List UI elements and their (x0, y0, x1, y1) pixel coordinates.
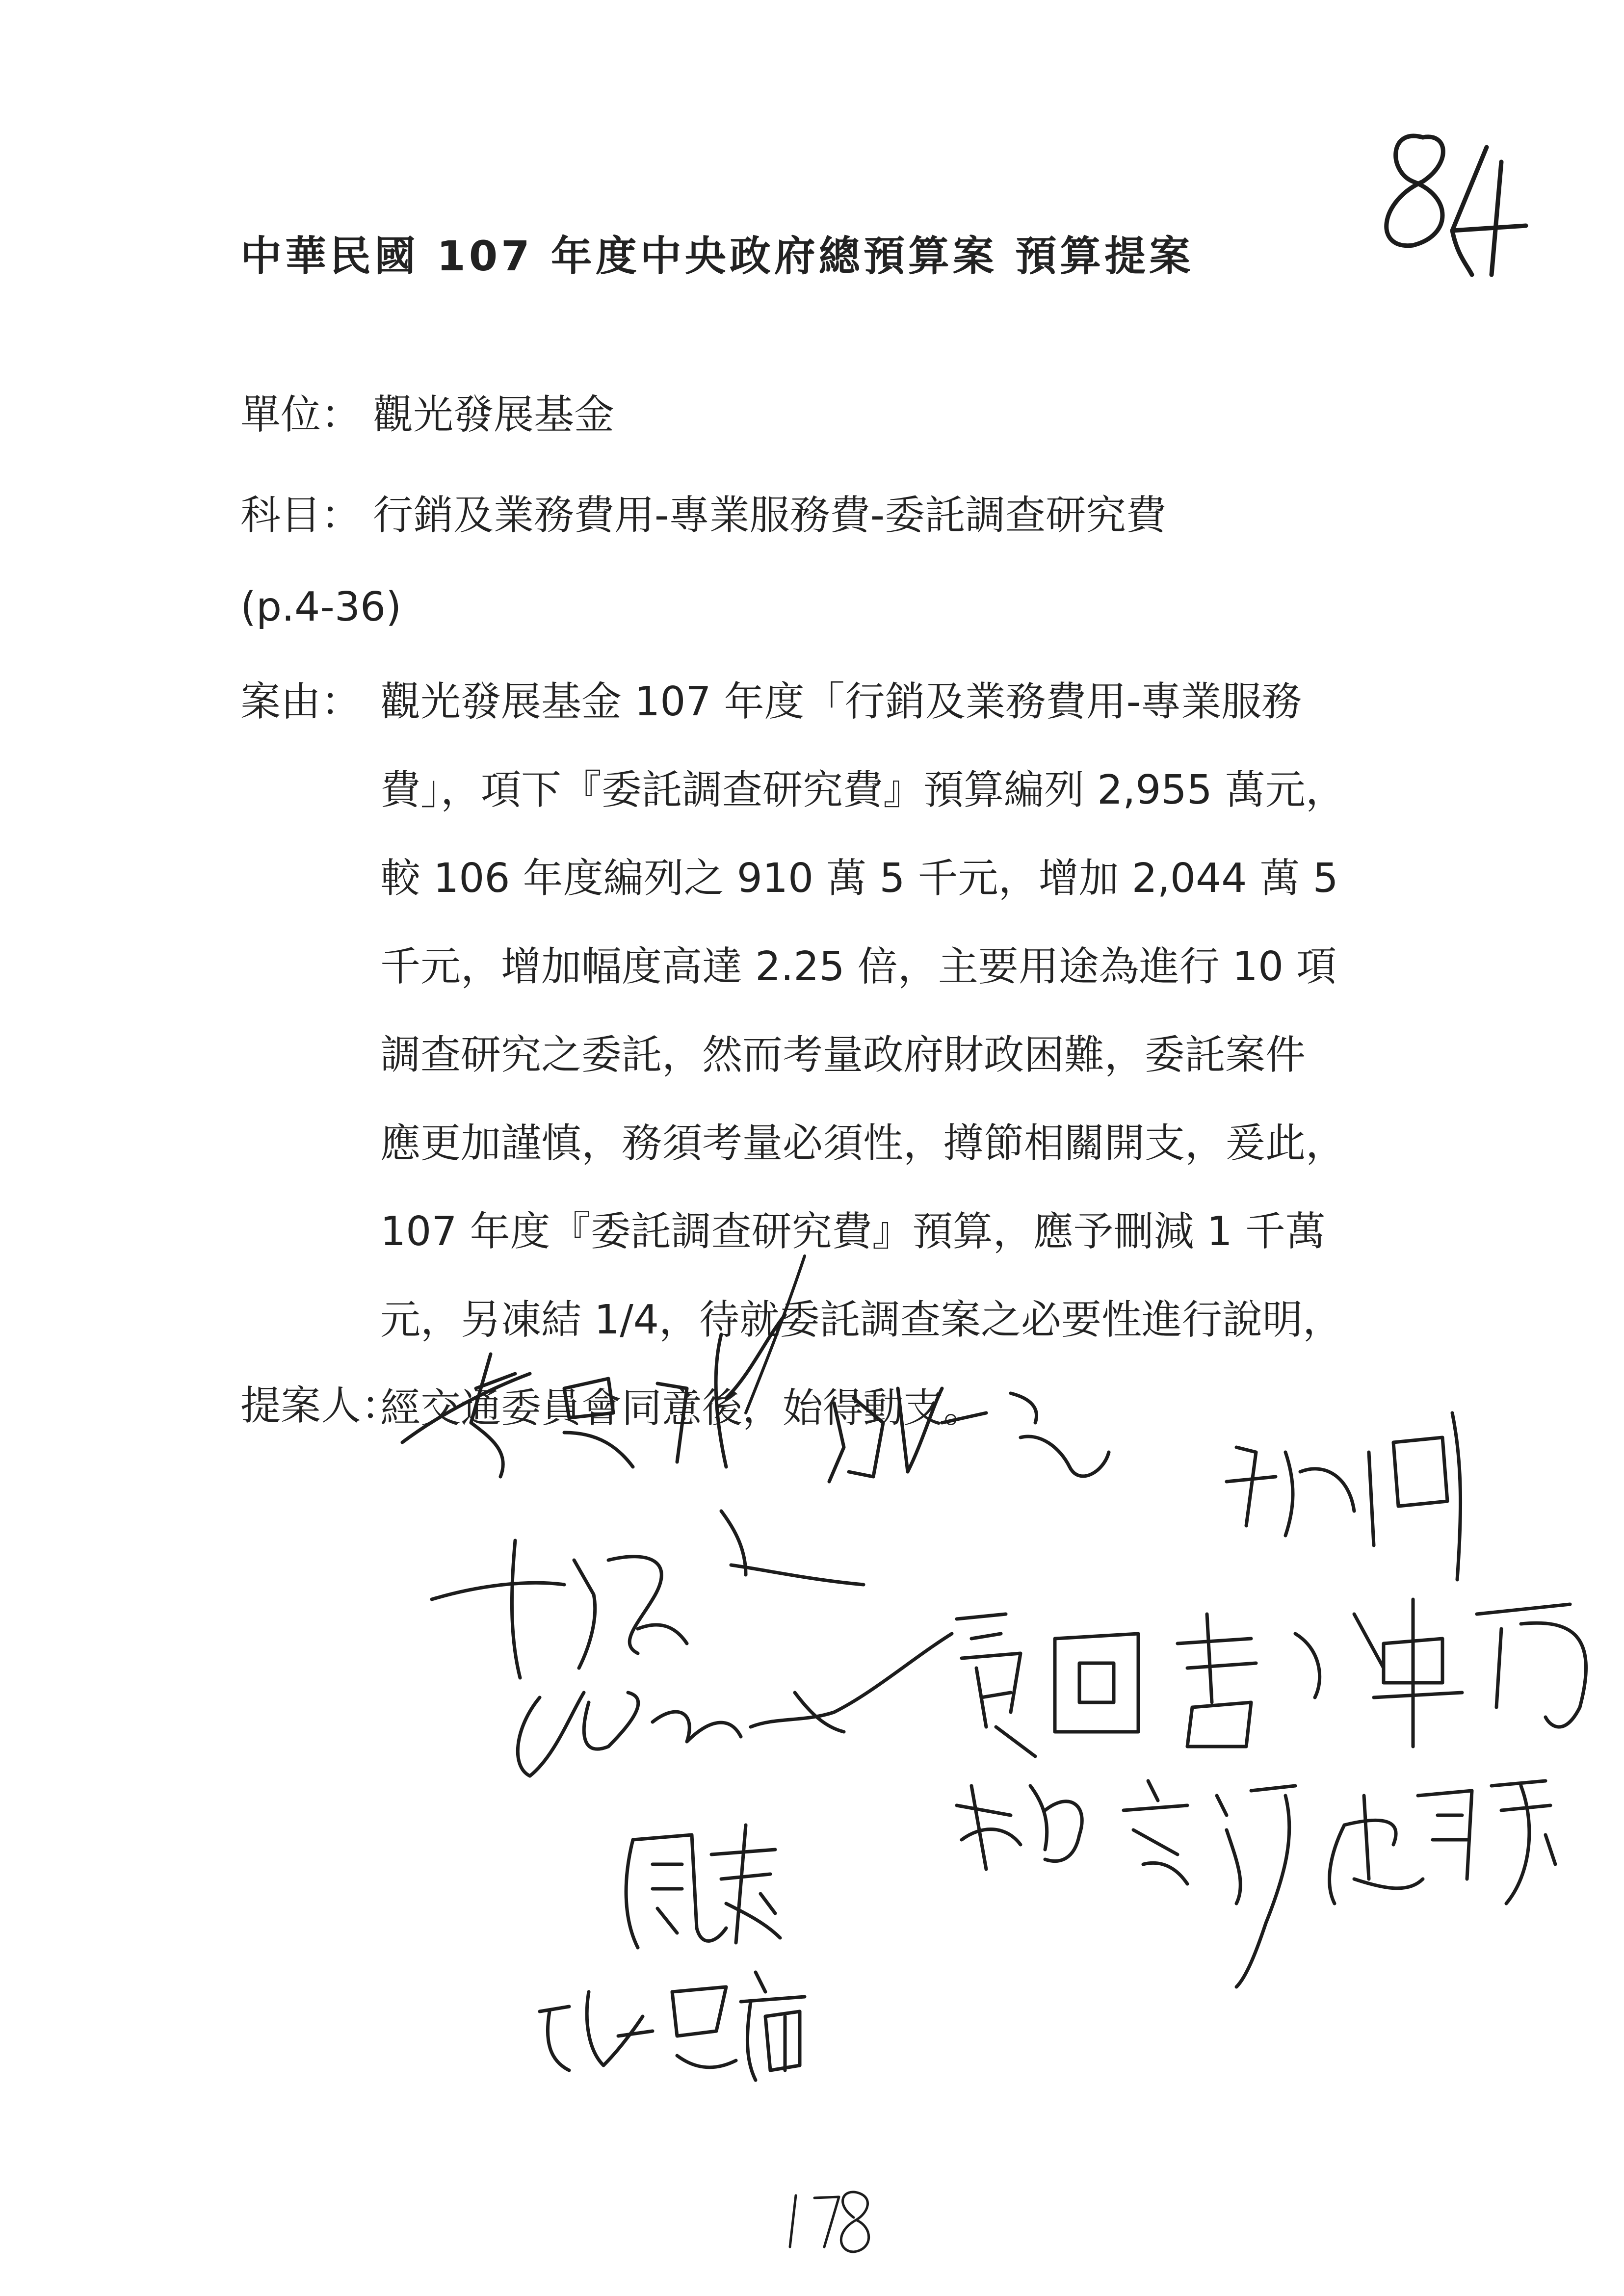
document-title: 中華民國 107 年度中央政府總預算案 預算提案 (240, 232, 1194, 280)
signature (829, 1388, 1109, 1482)
unit-value: 觀光發展基金 (373, 391, 615, 438)
reason-line: 觀光發展基金 107 年度「行銷及業務費用-專業服務 (380, 678, 1302, 725)
unit-label: 單位： (240, 391, 362, 438)
signature (626, 1825, 780, 1948)
reason-line: 費」，項下『委託調查研究費』預算編列 2,955 萬元， (380, 767, 1346, 813)
subject-value: 行銷及業務費用-專業服務費-委託調查研究費 (373, 492, 1167, 539)
signature (540, 1972, 805, 2080)
signature (1227, 1413, 1461, 1580)
reason-line: 應更加謹慎，務須考量必須性，撙節相關開支，爰此， (380, 1120, 1346, 1167)
pen-stroke (746, 1256, 805, 1413)
signature (957, 1781, 1295, 1987)
signature (1295, 1599, 1586, 1747)
signature (1330, 1781, 1555, 1904)
page-reference: (p.4-36) (240, 584, 402, 630)
reason-line: 調查研究之委託，然而考量政府財政困難，委託案件 (380, 1032, 1306, 1078)
signature (432, 1511, 864, 1678)
page-number-handwritten (790, 2192, 869, 2252)
signature (402, 1315, 785, 1477)
subject-label: 科目： (240, 492, 362, 539)
reason-line: 較 106 年度編列之 910 萬 5 千元，增加 2,044 萬 5 (380, 855, 1338, 902)
proposer-label: 提案人： (240, 1383, 402, 1429)
signature (518, 1634, 952, 1776)
reason-line: 元，另凍結 1/4，待就委託調查案之必要性進行說明， (380, 1297, 1343, 1343)
reason-line: 經交通委員會同意後，始得動支。 (380, 1385, 984, 1432)
reason-line: 千元，增加幅度高達 2.25 倍，主要用途為進行 10 項 (380, 943, 1337, 990)
reason-line: 107 年度『委託調查研究費』預算，應予刪減 1 千萬 (380, 1208, 1326, 1255)
handwritten-number (1387, 136, 1526, 275)
signature (957, 1614, 1256, 1756)
reason-label: 案由： (240, 678, 362, 725)
